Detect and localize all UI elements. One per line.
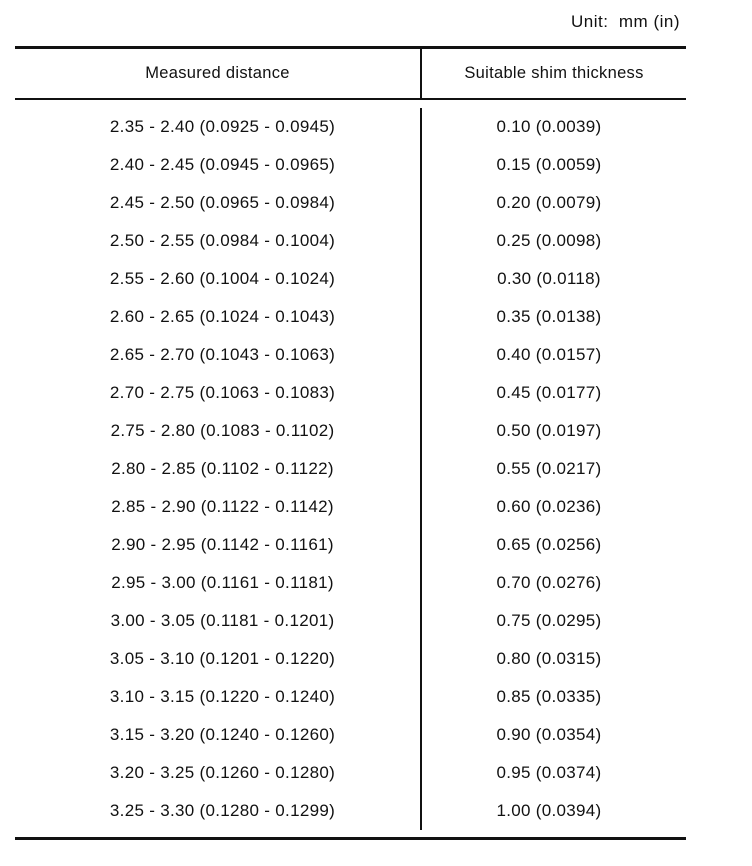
measured-distance-cell: 2.55 - 2.60 (0.1004 - 0.1024) bbox=[109, 269, 336, 288]
shim-thickness-cell: 0.45 (0.0177) bbox=[496, 383, 602, 402]
shim-thickness-cell: 0.20 (0.0079) bbox=[496, 193, 602, 212]
measured-distance-cell: 2.75 - 2.80 (0.1083 - 0.1102) bbox=[110, 421, 335, 440]
shim-thickness-cell: 0.70 (0.0276) bbox=[496, 573, 602, 592]
shim-thickness-cell: 1.00 (0.0394) bbox=[496, 801, 602, 820]
table-bottom-rule bbox=[15, 837, 686, 840]
shim-thickness-cell: 0.80 (0.0315) bbox=[496, 649, 602, 668]
shim-thickness-cell: 0.15 (0.0059) bbox=[496, 155, 602, 174]
shim-table bbox=[15, 46, 686, 840]
measured-distance-cell: 2.40 - 2.45 (0.0945 - 0.0965) bbox=[109, 155, 336, 174]
measured-distance-cell: 2.80 - 2.85 (0.1102 - 0.1122) bbox=[111, 459, 334, 478]
measured-distance-cell: 2.50 - 2.55 (0.0984 - 0.1004) bbox=[109, 231, 336, 250]
shim-thickness-cell: 0.10 (0.0039) bbox=[496, 117, 602, 136]
shim-thickness-cell: 0.65 (0.0256) bbox=[496, 535, 602, 554]
measured-distance-cell: 3.15 - 3.20 (0.1240 - 0.1260) bbox=[109, 725, 336, 744]
measured-distance-cell: 2.95 - 3.00 (0.1161 - 0.1181) bbox=[111, 573, 334, 592]
measured-distance-cell: 3.05 - 3.10 (0.1201 - 0.1220) bbox=[109, 649, 336, 668]
measured-distance-cell: 3.25 - 3.30 (0.1280 - 0.1299) bbox=[109, 801, 336, 820]
shim-thickness-cell: 0.35 (0.0138) bbox=[496, 307, 602, 326]
measured-distance-cell: 2.60 - 2.65 (0.1024 - 0.1043) bbox=[109, 307, 336, 326]
measured-distance-cell: 2.85 - 2.90 (0.1122 - 0.1142) bbox=[111, 497, 334, 516]
unit-label: Unit: mm (in) bbox=[571, 12, 680, 31]
shim-thickness-cell: 0.40 (0.0157) bbox=[496, 345, 602, 364]
shim-thickness-cell: 0.90 (0.0354) bbox=[496, 725, 602, 744]
shim-thickness-cell: 0.60 (0.0236) bbox=[496, 497, 602, 516]
measured-distance-cell: 2.65 - 2.70 (0.1043 - 0.1063) bbox=[109, 345, 336, 364]
measured-distance-cell: 2.35 - 2.40 (0.0925 - 0.0945) bbox=[109, 117, 336, 136]
shim-thickness-cell: 0.50 (0.0197) bbox=[496, 421, 602, 440]
shim-thickness-cell: 0.30 (0.0118) bbox=[497, 269, 601, 288]
measured-distance-column bbox=[15, 108, 420, 830]
shim-thickness-cell: 0.25 (0.0098) bbox=[496, 231, 602, 250]
shim-thickness-cell: 0.85 (0.0335) bbox=[496, 687, 602, 706]
measured-distance-cell: 2.90 - 2.95 (0.1142 - 0.1161) bbox=[111, 535, 334, 554]
header-measured-distance: Measured distance bbox=[145, 64, 290, 82]
shim-thickness-column bbox=[420, 108, 686, 830]
table-header-row bbox=[15, 49, 686, 100]
shim-thickness-cell: 0.75 (0.0295) bbox=[496, 611, 602, 630]
measured-distance-cell: 3.10 - 3.15 (0.1220 - 0.1240) bbox=[109, 687, 336, 706]
shim-thickness-cell: 0.55 (0.0217) bbox=[496, 459, 602, 478]
measured-distance-cell: 2.70 - 2.75 (0.1063 - 0.1083) bbox=[109, 383, 336, 402]
measured-distance-cell: 3.20 - 3.25 (0.1260 - 0.1280) bbox=[109, 763, 336, 782]
shim-thickness-cell: 0.95 (0.0374) bbox=[496, 763, 602, 782]
measured-distance-cell: 3.00 - 3.05 (0.1181 - 0.1201) bbox=[110, 611, 335, 630]
measured-distance-cell: 2.45 - 2.50 (0.0965 - 0.0984) bbox=[109, 193, 336, 212]
header-shim-thickness: Suitable shim thickness bbox=[420, 49, 686, 98]
table-body bbox=[15, 100, 686, 837]
